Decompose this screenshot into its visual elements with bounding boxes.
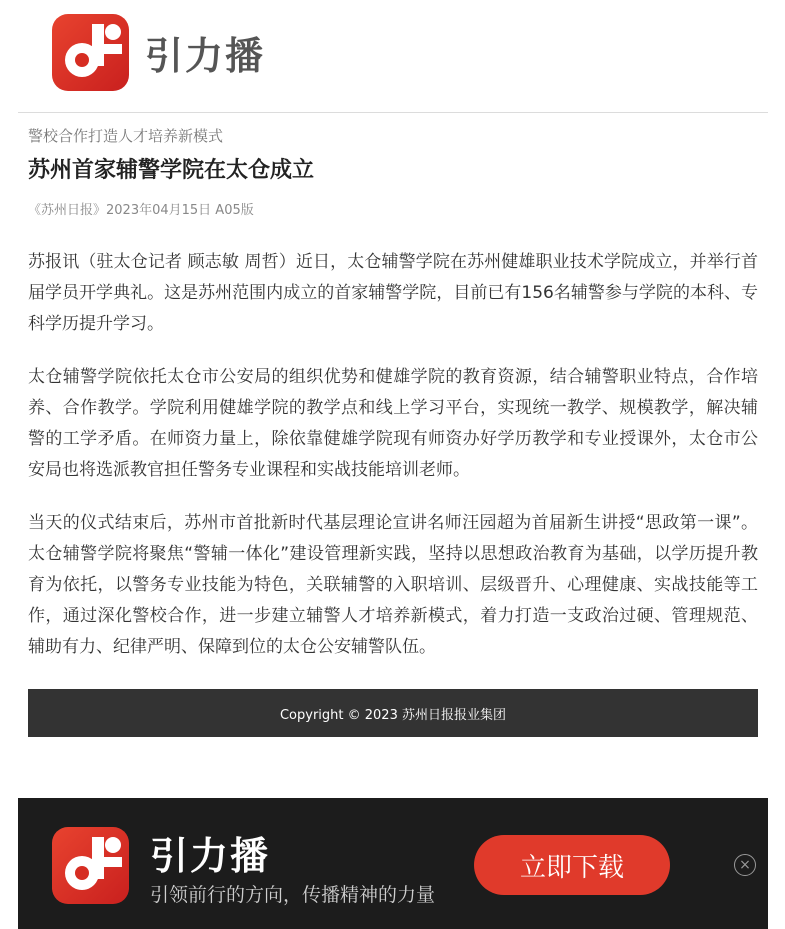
article-title: 苏州首家辅警学院在太仓成立 xyxy=(28,158,315,183)
yinlibo-logo-icon xyxy=(52,14,129,91)
article-paragraph: 当天的仪式结束后，苏州市首批新时代基层理论宣讲名师汪园超为首届新生讲授“思政第一课”。太仓辅警学院将聚焦“警辅一体化”建设管理新实践，坚持以思想政治教育为基础，以学历提升教育为依托，以警务专业技能为特色，关联辅警的入职培训、层级晋升、心理健康、实战技能等工作，通过深化警校合作，进一步建立辅警人才培养新模式，着力打造一支政治过硬、管理规范、辅助有力、纪律严明、保障到位的太仓公安辅警队伍。 xyxy=(28,513,758,657)
yinlibo-logo-icon xyxy=(52,827,129,904)
article-paragraph: 太仓辅警学院依托太仓市公安局的组织优势和健雄学院的教育资源，结合辅警职业特点，合作培养、合作教学。学院利用健雄学院的教学点和线上学习平台，实现统一教学、规模教学，解决辅警的工学矛盾。在师资力量上，除依靠健雄学院现有师资办好学历教学和专业授课外，太仓市公安局也将选派教官担任警务专业课程和实战技能培训老师。 xyxy=(28,367,758,480)
header-logo xyxy=(52,14,265,91)
copyright-text: Copyright © 2023 苏州日报报业集团 xyxy=(279,707,506,723)
brand-name: 引力播 xyxy=(145,34,266,78)
download-button[interactable]: 立即下载 xyxy=(474,835,670,895)
article-body xyxy=(28,247,758,685)
app-download-banner[interactable] xyxy=(18,798,768,929)
copyright-footer xyxy=(28,689,758,737)
close-icon[interactable]: × xyxy=(734,854,756,876)
header-divider xyxy=(18,112,768,113)
banner-brand-name: 引力播 xyxy=(150,834,271,878)
article-subhead: 警校合作打造人才培养新模式 xyxy=(28,127,224,145)
article-meta: 《苏州日报》2023年04月15日 A05版 xyxy=(28,203,254,218)
article-paragraph: 苏报讯（驻太仓记者 顾志敏 周哲）近日，太仓辅警学院在苏州健雄职业技术学院成立，并举行首届学员开学典礼。这是苏州范围内成立的首家辅警学院，目前已有156名辅警参与学院的本科、专科学历提升学习。 xyxy=(28,252,758,334)
banner-slogan: 引领前行的方向，传播精神的力量 xyxy=(150,884,436,906)
